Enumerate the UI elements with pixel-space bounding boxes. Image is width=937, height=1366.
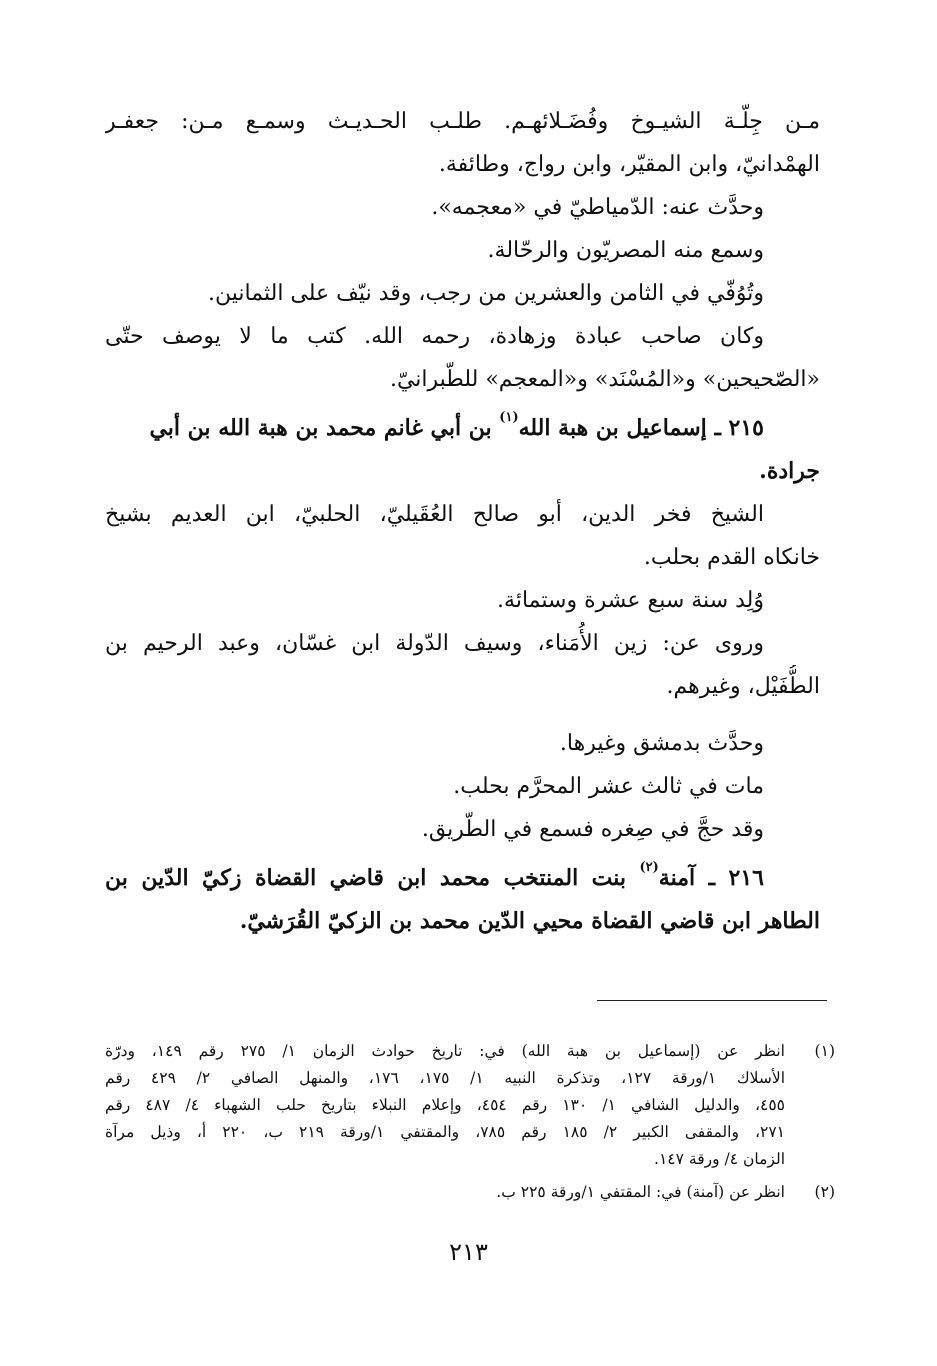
body-line: خانكاه القدم بحلب.	[643, 545, 820, 570]
entry-name: إسماعيل بن هبة الله	[518, 415, 707, 441]
footnotes	[105, 1038, 835, 1206]
footnote-line: ٢٧١، والمقفى الكبير ٢/ ١٨٥ رقم ٧٨٥، والمقتفي ١/ورقة ٢١٩ ب، ٢٢٠ أ، وذيل مرآة	[105, 1123, 785, 1141]
page-body	[105, 100, 820, 943]
entry-number: ٢١٦ ـ	[708, 865, 764, 891]
footnote-number: (٢)	[814, 1183, 835, 1201]
footnote-ref[interactable]: (١)	[499, 409, 519, 425]
body-line: الشيخ فخر الدين، أبو صالح العُقَيليّ، الحلبيّ، ابن العديم بشيخ	[105, 502, 764, 527]
body-line: «الصّحيحين» و«المُسْنَد» و«المعجم» للطّبرانيّ.	[389, 367, 820, 392]
footnote-body	[105, 1179, 785, 1206]
body-line: وُلِد سنة سبع عشرة وستمائة.	[497, 588, 764, 613]
entry-heading-line	[105, 407, 820, 450]
body-line: الطُّفَيْل، وغيرهم.	[666, 674, 820, 699]
body-line: وروى عن: زين الأُمَناء، وسيف الدّولة ابن غسّان، وعبد الرحيم بن	[105, 631, 764, 656]
footnote-divider	[597, 1000, 827, 1001]
entry-heading-line	[105, 857, 820, 900]
entry-heading-line: الطاهر ابن قاضي القضاة محيي الدّين محمد بن الزكيّ القُرَشيّ.	[239, 908, 820, 934]
body-line: وحدَّث بدمشق وغيرها.	[559, 731, 764, 756]
body-line: وكان صاحب عبادة وزهادة، رحمه الله. كتب ما لا يوصف حتّى	[105, 324, 764, 349]
footnote-body	[105, 1038, 785, 1173]
body-line: وتُوُفّي في الثامن والعشرين من رجب، وقد نيّف على الثمانين.	[208, 281, 764, 306]
entry-name-rest: بن أبي غانم محمد بن هبة الله بن أبي	[149, 415, 492, 441]
entry-215-heading	[105, 407, 820, 493]
body-line: وحدَّث عنه: الدّمياطيّ في «معجمه».	[431, 195, 764, 220]
footnote-line: الأسلاك ١/ورقة ١٢٧، وتذكرة النبيه ١/ ١٧٥، ١٧٦، والمنهل الصافي ٢/ ٤٢٩ رقم	[105, 1069, 785, 1087]
entry-216-heading	[105, 857, 820, 943]
page-number: ٢١٣	[449, 1238, 488, 1266]
footnote-1	[105, 1038, 835, 1173]
entry-name-rest: بنت المنتخب محمد ابن قاضي القضاة زكيّ الدّين بن	[105, 865, 627, 891]
footnote-line: الزمان ٤/ ورقة ١٤٧.	[654, 1150, 785, 1168]
footnote-ref[interactable]: (٢)	[639, 859, 659, 875]
body-line: الهمْدانيّ، وابن المقيّر، وابن رواج، وطائفة.	[438, 152, 820, 177]
body-line: وسمع منه المصريّون والرحّالة.	[487, 238, 764, 263]
entry-heading-line: جرادة.	[759, 458, 820, 484]
footnote-number: (١)	[814, 1042, 835, 1060]
footnote-2	[105, 1179, 835, 1206]
footnote-line: انظر عن (آمنة) في: المقتفي ١/ورقة ٢٢٥ ب.	[496, 1183, 785, 1201]
body-line: وقد حجَّ في صِغره فسمع في الطّريق.	[421, 817, 764, 842]
entry-number: ٢١٥ ـ	[714, 415, 764, 441]
footnote-line: ٤٥٥، والدليل الشافي ١/ ١٣٠ رقم ٤٥٤، وإعلام النبلاء بتاريخ حلب الشهباء ٤/ ٤٨٧ رقم	[105, 1096, 785, 1114]
body-line: مات في ثالث عشر المحرَّم بحلب.	[453, 774, 764, 799]
footnote-line: انظر عن (إسماعيل بن هبة الله) في: تاريخ حوادث الزمان ١/ ٢٧٥ رقم ١٤٩، ودرّة	[105, 1042, 785, 1060]
body-line: مـن جِلّـة الشيـوخ وفُضَـلائهـم. طلـب الحـديـث وسمـع مـن: جعفـر	[105, 109, 820, 134]
entry-name: آمنة	[658, 865, 696, 891]
